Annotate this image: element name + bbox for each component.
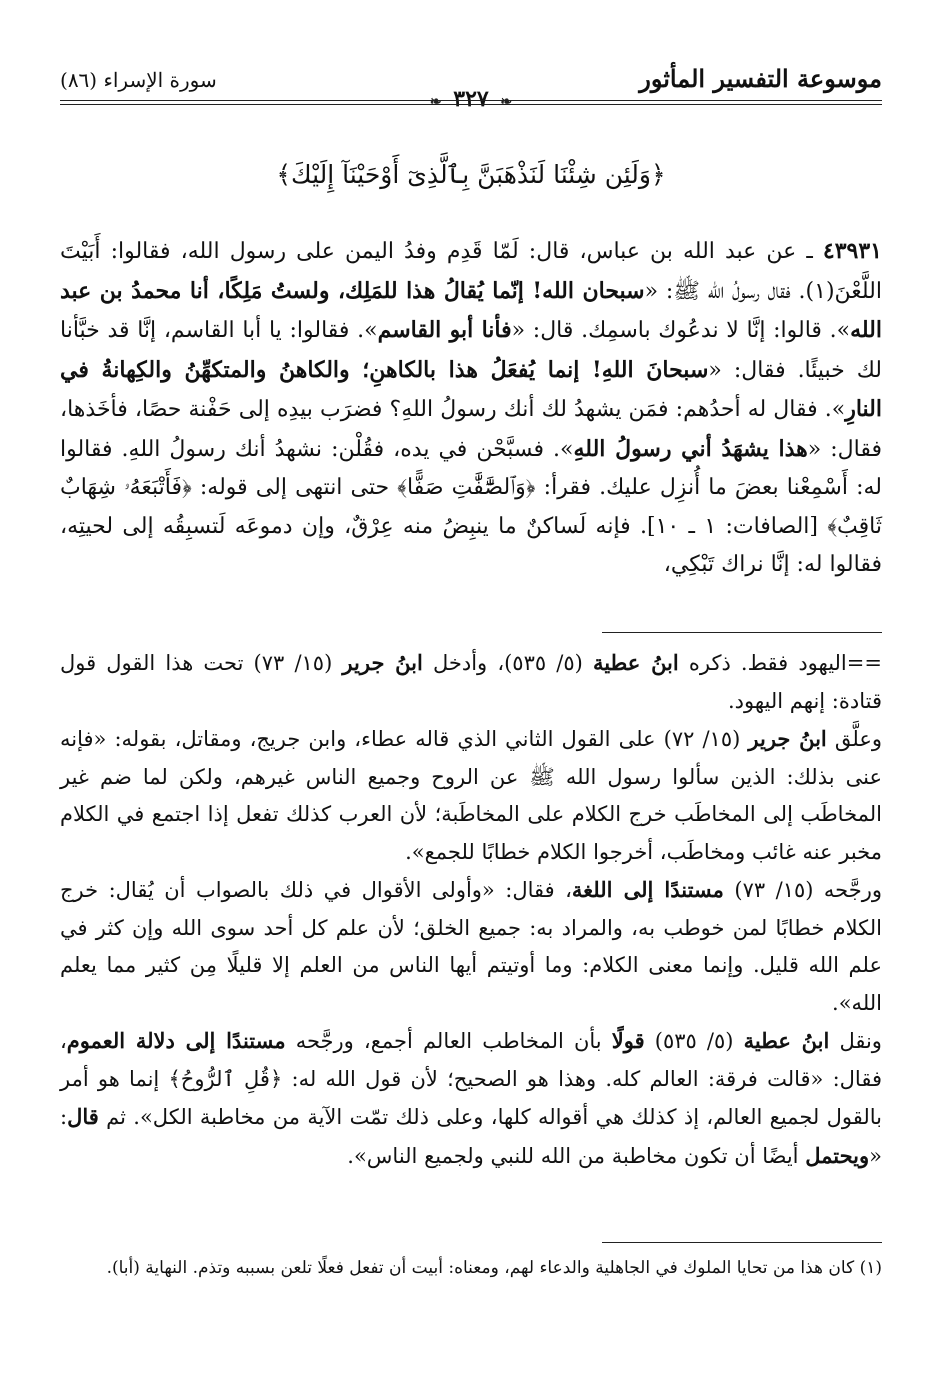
bold-segment: مستندًا إلى اللغة (571, 877, 724, 902)
bold-segment: ويحتمل (805, 1142, 870, 1168)
bold-segment: سبحانَ اللهِ! إنما يُفعَلُ هذا بالكاهنِ؛ والكاهنُ والمتكهِّنُ والكِهانةُ في النارِ (60, 356, 882, 422)
text-segment: ==اليهود فقط. ذكره (678, 651, 882, 675)
bold-segment: مستندًا إلى دلالة العموم (66, 1028, 286, 1053)
footnote-1: (١) كان هذا من تحايا الملوك في الجاهلية والدعاء لهم، ومعناه: أبيت أن تفعل فعلًا تلعن بسببه وتذم. النهاية (أبا). (106, 1258, 882, 1278)
text-segment: بأن المخاطب العالم أجمع، ورجَّحه (285, 1029, 612, 1053)
bold-segment: ابنُ عطية (592, 650, 679, 675)
text-segment: ونقل (829, 1029, 882, 1053)
text-segment: ورجَّحه (١٥/ ٧٣) (723, 878, 883, 902)
text-segment: (٥/ ٥٣٥) (644, 1029, 744, 1053)
bold-segment: قولًا (611, 1028, 645, 1053)
page-number: ٣٢٧ (453, 86, 489, 112)
bold-segment: قال (67, 1104, 99, 1129)
commentary-text (60, 644, 882, 1175)
hadith-paragraph (60, 232, 882, 585)
text-segment: ». فقالوا: يا أبا القاسم، إنَّا قد خبَّأنا لك خبيئًا. فقال: « (60, 318, 883, 383)
text-segment: ». فسبَّحْن في يده، فقُلْن: نشهدُ أنك رسولُ اللهِ. فقالوا له: أَسْمِعْنا بعضَ ما أُنزِل عليك. فقرأ: ﴿وَٱلصَّٰٓفَّٰتِ صَفًّا﴾ حتى انتهى إلى قوله: ﴿فَأَتْبَعَهُۥ شِهَابٌ ثَاقِبٌ﴾ [الصافات: ١ ـ ١٠]. فإنه لَساكنٌ ما ينبِضُ منه عِرْقٌ، وإن دموعَه لَتسبِقُه إلى لحيتِه، فقالوا له: إنَّا نراك تَبْكِي، (60, 436, 883, 577)
text-segment: ». قالوا: إنَّا لا ندعُوك باسمِك. قال: « (511, 318, 851, 343)
commentary-paragraph (60, 720, 882, 871)
text-segment: (١) (805, 278, 835, 304)
header-rule (60, 104, 882, 105)
text-segment: وعلَّق (826, 727, 882, 751)
hadith-text (60, 232, 882, 585)
book-title: موسوعة التفسير المأثور (639, 64, 882, 93)
commentary-separator (602, 632, 882, 633)
text-segment: ـ عن عبد الله بن عباس، قال: لَمّا قَدِم وفدُ اليمن على رسول الله، فقالوا: أَبَيْتَ اللَّعْنَ (60, 239, 882, 304)
header-rule (60, 100, 882, 101)
commentary-paragraph (60, 1022, 882, 1175)
bold-segment: ابنُ جرير (342, 650, 423, 675)
text-segment: ، فقال: «قالت فرقة: العالم كله. وهذا هو الصحيح؛ لأن قول الله له: ﴿قُلِ ٱلرُّوحُ﴾ إنما هو أمر بالقول لجميع العالم، إذ كذلك هي أقواله كلها، وعلى ذلك تمّت الآية من مخاطبة الكل». ثم (60, 1029, 882, 1129)
bold-segment: سبحان الله! إنّما يُقالُ هذا للمَلِك، ولستُ مَلِكًا، أنا محمدُ بن عبد الله (60, 277, 882, 343)
text-segment: (١٥/ ٧٢) على القول الثاني الذي قاله عطاء، وابن جريج، ومقاتل، بقوله: «فإنه عنى بذلك: الذين سألوا رسول الله ﷺ عن الروح وجميع الناس غيرهم، ولكن لما ضم غير المخاطَب إلى المخاطَب خرج الكلام على المخاطَبة؛ لأن العرب كذلك تفعل إذا اجتمع في الكلام مخبر عنه غائب ومخاطَب، أخرجوا الكلام خطابًا للجمع». (60, 727, 882, 864)
bold-segment: هذا يشهَدُ أني رسولُ اللهِ (573, 435, 808, 462)
ornament-icon: ❧ (429, 94, 442, 110)
commentary-paragraph (60, 871, 882, 1022)
hadith-number: ٤٣٩٣١ (822, 238, 882, 264)
text-segment: : « (60, 1105, 882, 1168)
commentary-paragraph (60, 644, 882, 720)
text-segment: ، فقال: «وأولى الأقوال في ذلك بالصواب أن يُقال: خرج الكلام خطابًا لمن خوطب به، والمراد به: جميع الخلق؛ لأن علم كل أحد سوى الله وإن كثر في علم الله قليل. وإنما معنى الكلام: وما أوتيتم أيها الناس من العلم إلا قليلًا مِن كثير مما يعلم الله». (60, 878, 882, 1015)
text-segment: ». فقال له أحدُهم: فمَن يشهدُ لك أنك رسولُ اللهِ؟ فضرَب بيدِه إلى حَفْنة حصًا، فأخَذها، فقال: « (60, 397, 882, 462)
surah-label: سورة الإسراء (٨٦) (60, 68, 217, 92)
ornament-icon: ❧ (500, 94, 513, 110)
text-segment: (١٥/ ٧٣) تحت هذا القول قول قتادة: إنهم اليهود. (60, 651, 882, 713)
bold-segment: ابنُ عطية (743, 1028, 830, 1053)
quran-verse: ﴿وَلَئِن شِئْنَا لَنَذْهَبَنَّ بِٱلَّذِىٓ أَوْحَيْنَآ إِلَيْكَ﴾ (276, 160, 666, 189)
text-segment: أيضًا أن تكون مخاطبة من الله للنبي ولجميع الناس». (347, 1143, 806, 1168)
bold-segment: ابنُ جرير (748, 726, 827, 751)
text-segment: . فقال رسولُ الله ﷺ: « (644, 278, 806, 304)
page-header (60, 62, 882, 112)
bold-segment: فأنا أبو القاسم (377, 317, 512, 343)
footnotes (60, 1252, 882, 1284)
footnote-separator (602, 1242, 882, 1243)
text-segment: (٥/ ٥٣٥)، وأدخل (422, 651, 593, 675)
